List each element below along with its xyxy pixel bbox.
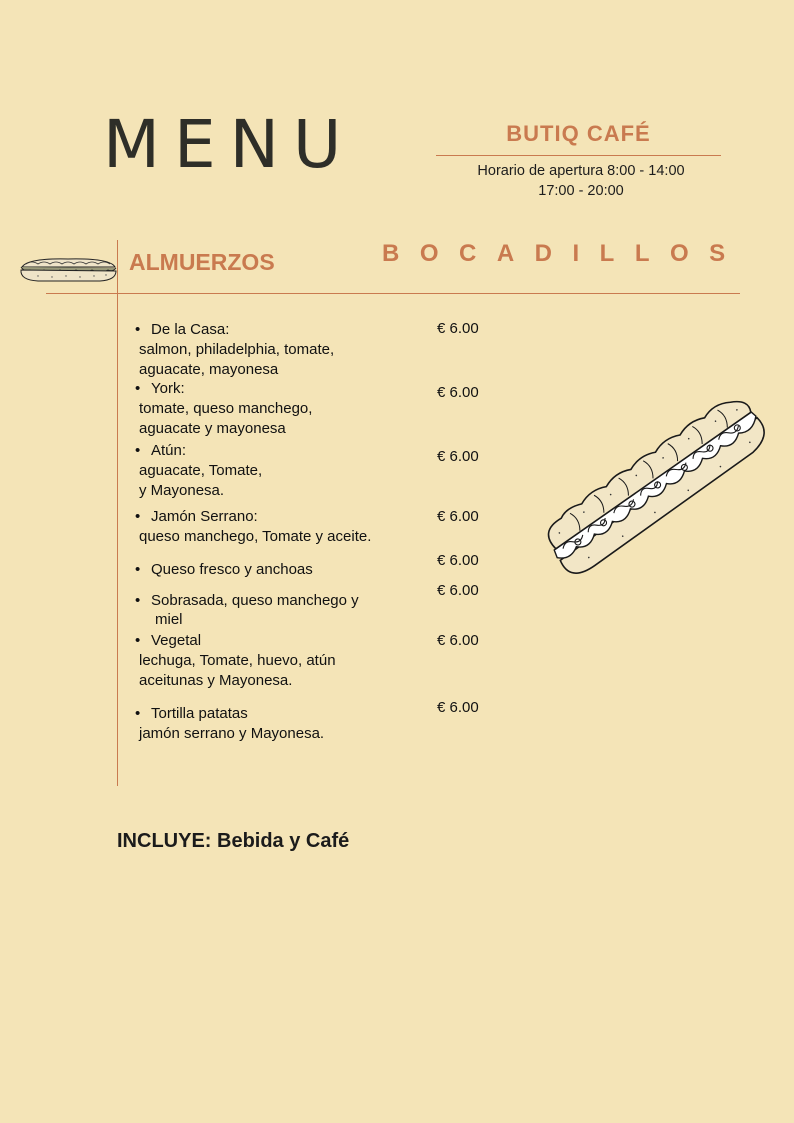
- menu-item: [135, 441, 186, 461]
- menu-item: [135, 320, 229, 340]
- item-desc: aguacate, Tomate,: [139, 462, 263, 479]
- item-desc: aceitunas y Mayonesa.: [139, 672, 293, 689]
- sandwich-small-icon: [18, 255, 118, 285]
- includes-note: INCLUYE: Bebida y Café: [117, 830, 350, 852]
- item-desc: tomate, queso manchego,: [139, 400, 313, 417]
- item-price: € 6.00: [437, 552, 479, 569]
- vertical-divider: [117, 240, 118, 786]
- section-title: ALMUERZOS: [129, 249, 275, 275]
- hours-line-1: Horario de apertura 8:00 - 14:00: [477, 163, 685, 179]
- item-price: € 6.00: [437, 320, 479, 337]
- item-name: • De la Casa:: [135, 320, 229, 340]
- section-divider: [46, 293, 740, 294]
- cafe-divider: [436, 155, 721, 156]
- item-desc: y Mayonesa.: [139, 482, 225, 499]
- item-desc: aguacate y mayonesa: [139, 420, 286, 437]
- item-desc: lechuga, Tomate, huevo, atún: [139, 652, 336, 669]
- item-desc: jamón serrano y Mayonesa.: [139, 725, 325, 742]
- item-price: € 6.00: [437, 384, 479, 401]
- menu-item: [135, 507, 258, 527]
- menu-item: [135, 379, 185, 399]
- item-name: • Tortilla patatas: [135, 704, 248, 724]
- item-desc: miel: [155, 611, 183, 628]
- menu-item: [135, 704, 248, 724]
- cafe-name: BUTIQ CAFÉ: [506, 121, 651, 146]
- item-desc: salmon, philadelphia, tomate,: [139, 341, 335, 358]
- item-price: € 6.00: [437, 508, 479, 525]
- menu-item: [135, 591, 359, 611]
- item-price: € 6.00: [437, 448, 479, 465]
- menu-title: MENU: [103, 106, 356, 183]
- item-name: • York:: [135, 379, 185, 399]
- section-subtitle: BOCADILLOS: [382, 240, 746, 267]
- item-name: • Atún:: [135, 441, 186, 461]
- item-name: • Jamón Serrano:: [135, 507, 258, 527]
- item-price: € 6.00: [437, 582, 479, 599]
- menu-item: [135, 560, 313, 580]
- item-name: • Sobrasada, queso manchego y: [135, 591, 359, 611]
- item-desc: aguacate, mayonesa: [139, 361, 279, 378]
- item-desc: queso manchego, Tomate y aceite.: [139, 528, 372, 545]
- item-price: € 6.00: [437, 699, 479, 716]
- item-price: € 6.00: [437, 632, 479, 649]
- item-name: • Vegetal: [135, 631, 201, 651]
- sandwich-illustration-icon: [534, 376, 774, 594]
- opening-hours: [436, 161, 726, 201]
- item-name: • Queso fresco y anchoas: [135, 560, 313, 580]
- hours-line-2: 17:00 - 20:00: [538, 183, 624, 199]
- menu-item: [135, 631, 201, 651]
